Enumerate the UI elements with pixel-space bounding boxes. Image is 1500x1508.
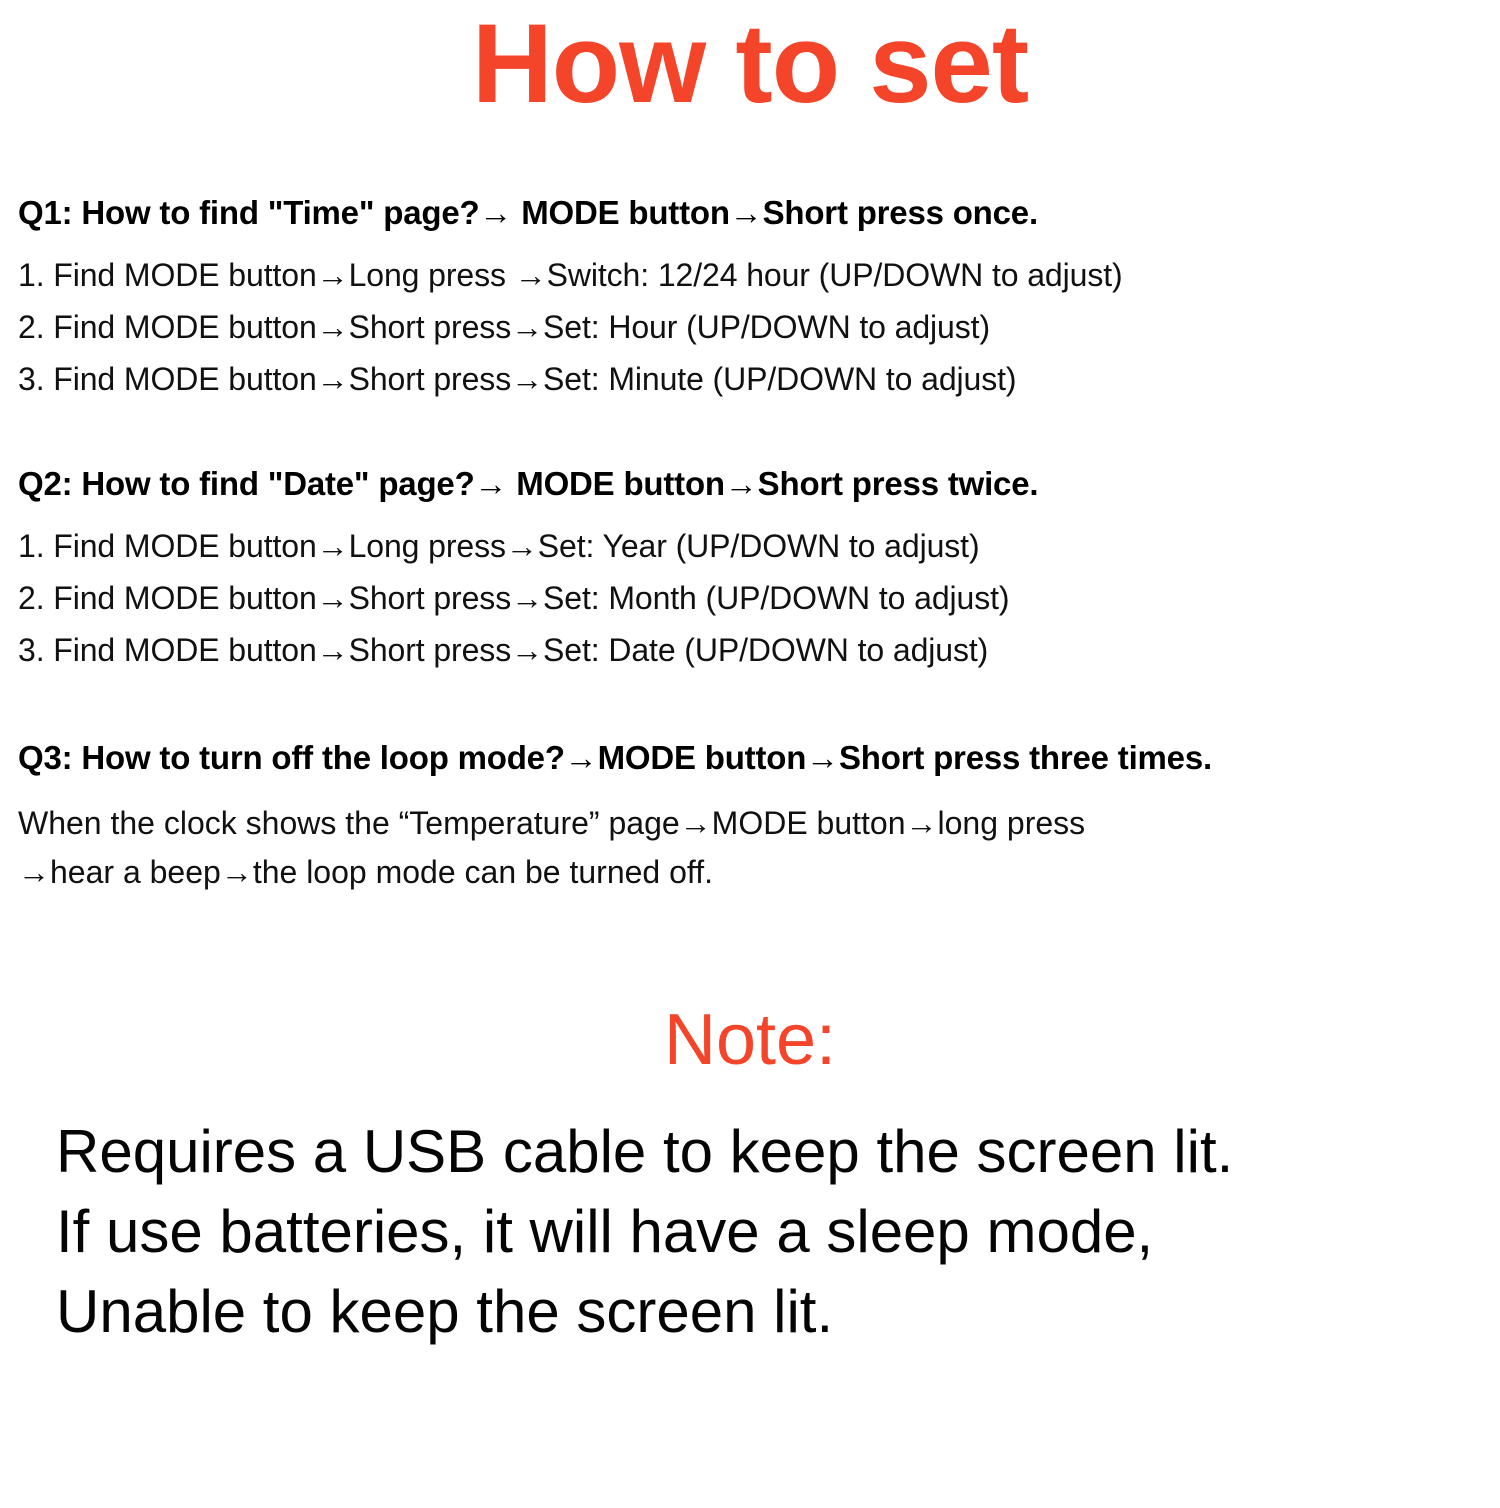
- instruction-page: [0, 1, 1500, 1508]
- faq-step: 1. Find MODE button→Long press→Set: Year (UP/DOWN to adjust): [18, 528, 980, 565]
- faq-answer-line: →hear a beep→the loop mode can be turned off.: [18, 853, 713, 890]
- faq-question-q2: Q2: How to find "Date" page?→ MODE button→Short press twice.: [18, 465, 1039, 503]
- note-line: Requires a USB cable to keep the screen lit.: [56, 1118, 1234, 1186]
- faq-steps-q1: [18, 250, 1482, 405]
- faq-step: 3. Find MODE button→Short press→Set: Date (UP/DOWN to adjust): [18, 632, 989, 669]
- page-title: How to set: [471, 1, 1029, 126]
- faq-answer-q3: [18, 799, 1468, 896]
- note-body: [18, 1112, 1482, 1351]
- faq-item-q2: [18, 465, 1482, 676]
- note-line: If use batteries, it will have a sleep mode,: [56, 1198, 1154, 1266]
- faq-question-q3: Q3: How to turn off the loop mode?→MODE button→Short press three times.: [18, 738, 1212, 776]
- faq-item-q1: [18, 194, 1482, 405]
- faq-item-q3: [18, 739, 1482, 896]
- note-heading: Note:: [663, 1000, 837, 1081]
- faq-step: 2. Find MODE button→Short press→Set: Hour (UP/DOWN to adjust): [18, 308, 990, 345]
- faq-step: 3. Find MODE button→Short press→Set: Minute (UP/DOWN to adjust): [18, 360, 1017, 397]
- faq-step: 2. Find MODE button→Short press→Set: Month (UP/DOWN to adjust): [18, 580, 1010, 617]
- faq-steps-q2: [18, 521, 1482, 676]
- faq-question-q1: Q1: How to find "Time" page?→ MODE button→Short press once.: [18, 194, 1038, 231]
- faq-step: 1. Find MODE button→Long press →Switch: 12/24 hour (UP/DOWN to adjust): [18, 257, 1123, 293]
- faq-answer-line: When the clock shows the “Temperature” page→MODE button→long press: [18, 804, 1086, 841]
- note-line: Unable to keep the screen lit.: [56, 1277, 834, 1345]
